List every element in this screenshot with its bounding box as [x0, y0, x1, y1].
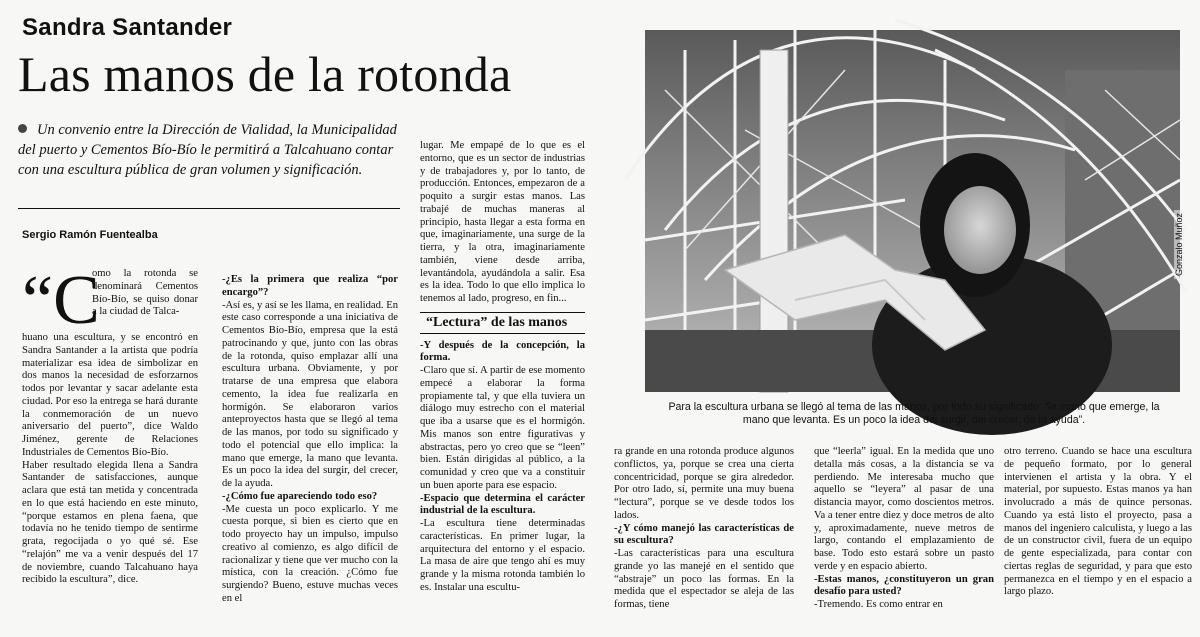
answer: -Me cuesta un poco explicarlo. Y me cuesta porque, si bien es cierto que en todo proyecto hay un impulso, impulso creativo al comienzo, es algo difícil de racionalizar y tiene que ver mucho con la mística, con la creación. ¿Cómo fue surgiendo? Bueno, estuve muchas veces en el [222, 503, 398, 604]
paragraph: lugar. Me empapé de lo que es el entorno, que es un sector de industrias y de trabajadores y, por lo tanto, de producción. Entonces, empezaron de a poquito a surgir estas manos. Las trabajé de muchas maneras al principio, hasta llegar a esta forma en que, imaginariamente, una surge de la tierra, y la otra, imaginariamente también, viene desde arriba, levantándola, ayudándola a salir. Esa es la idea. Todo lo que ello implica lo tenemos al lado, progreso, en fin... [420, 140, 585, 304]
kicker: Sandra Santander [22, 14, 233, 41]
column-5 [814, 446, 994, 612]
column-3 [420, 140, 585, 595]
paragraph: que “leerla” igual. En la medida que uno detalla más cosas, a la distancia se va perdiendo. Me interesaba mucho que aquello se “leyera” al pasar de una distancia mayor, como doscientos metros. Va a tener entre diez y doce metros de alto y, aproximadamente, nueve metros de largo, contando el emplazamiento de base. Todo esto estará sobre un pasto verde y en espacio abierto. [814, 446, 994, 572]
answer: -Claro que sí. A partir de ese momento empecé a elaborar la forma propiamente tal, y que ella tuviera un diálogo muy estrecho con el material que iba a usarse que es el hormigón. Mis manos son entre figurativas y abstractas, pero yo creo que se “leen” bien. Están dirigidas al público, a la comunidad y creo que va a constituir un buen aporte para ese espacio. [420, 365, 585, 491]
deck [18, 120, 408, 180]
section-subhead: “Lectura” de las manos [420, 312, 585, 334]
paragraph: Haber resultado elegida llena a Sandra Santander de satisfacciones, aunque aclara que está tan metida y concentrada en lo que está haciendo en este minuto, “porque estamos en plena faena, que todavía no he tenido tiempo de sentirme grata, regocijada o yo qué sé. Ese “relajón” me va a venir después del 17 de noviembre, cuando Talcahuano haya recibido la escultura”, dice. [22, 459, 198, 586]
photo-credit: Gonzalo Muñoz [1174, 210, 1184, 279]
photo [645, 30, 1184, 392]
question: -¿Es la primera que realiza “por encargo”? [222, 274, 398, 298]
deck-bullet-icon [18, 124, 27, 133]
answer: -Las características para una escultura grande yo las manejé en el sentido que “abstraje” un poco las formas. En la medida que el espectador se aleja de las formas, tiene [614, 548, 794, 610]
question: -¿Cómo fue apareciendo todo eso? [222, 490, 378, 502]
paragraph: otro terreno. Cuando se hace una escultura de pequeño formato, por lo general intervienen el artista y la obra. Y el material, por supuesto. Estas manos ya han involucrado a más de quince personas. Cuando ya está listo el proyecto, pasa a manos del ingeniero calculista, y luego a las de un constructor civil, fuera de un equipo de gente especializada, para contar con ciertas reglas de seguridad, y para que esto permanezca en el tiempo y en el espacio a largo plazo. [1004, 446, 1192, 598]
headline: Las manos de la rotonda [18, 46, 512, 102]
question: -Espacio que determina el carácter industrial de la escultura. [420, 492, 585, 517]
paragraph: huano una escultura, y se encontró en Sandra Santander a la artista que podría materializar esa idea de simbolizar en dos manos la necesidad de esforzarnos todos por levantar y sacar adelante esta ciudad. Por eso la entrega se hará durante la conmemoración de un nuevo aniversario del puerto”, dice Waldo Jiménez, gerente de Relaciones Industriales de Cementos Bío-Bío. [22, 332, 198, 458]
deck-text: Un convenio entre la Dirección de Vialidad, la Municipalidad del puerto y Cementos Bío-Bío le permitirá a Talcahuano contar con una escultura pública de gran volumen y significación. [18, 122, 397, 178]
column-6 [1004, 446, 1192, 599]
column-2 [222, 274, 398, 606]
answer: -Tremendo. Es como entrar en [814, 599, 943, 610]
byline: Sergio Ramón Fuentealba [22, 229, 158, 241]
photo-caption: Para la escultura urbana se llegó al tema de las manos, por todo su significado: “la mano que emerge, la mano que levanta. Es un poco la idea del surgir, del crecer, de la ayuda”. [668, 401, 1160, 426]
answer: -Así es, y así se les llama, en realidad. En este caso corresponde a una iniciativa de Cementos Bío-Bío, empresa que la está patrocinando y que, junto con las obras de la rotonda, quiso emplazar allí una escultura urbana. Obviamente, y por tratarse de una empresa que elabora cemento, la idea fue realizarla en hormigón. Se elaboraron varios anteproyectos hasta que se llegó al tema de las manos, por todo su significado y todo el potencial que ello implica: la mano que emerge, la mano que levanta. Es un poco la idea del surgir, del crecer, de la ayuda. [222, 299, 398, 489]
question: -¿Y cómo manejó las características de su escultura? [614, 522, 794, 547]
photo-illustration [645, 30, 1180, 392]
column-4 [614, 446, 794, 612]
intro-text: omo la rotonda se denominará Cementos Bío-Bío, se quiso donar a la ciudad de Talca- [92, 268, 198, 318]
answer: -La escultura tiene determinadas características. En primer lugar, la arquitectura del entorno y el espacio. La masa de aire que tengo ahí es muy grande y la misma rotonda también lo es. Instalar una escultu- [420, 518, 585, 593]
paragraph: ra grande en una rotonda produce algunos conflictos, ya, porque se crea una cierta concentricidad, porque se gira alrededor. Por otro lado, sí, permite una muy buena “lectura”, porque se ve desde todos los lados. [614, 446, 794, 521]
question: -Estas manos, ¿constituyeron un gran desafío para usted? [814, 573, 994, 598]
drop-cap: “C [22, 262, 100, 339]
question: -Y después de la concepción, la forma. [420, 339, 585, 364]
column-1 [22, 262, 198, 587]
deck-divider [18, 208, 400, 209]
intro [22, 262, 198, 339]
